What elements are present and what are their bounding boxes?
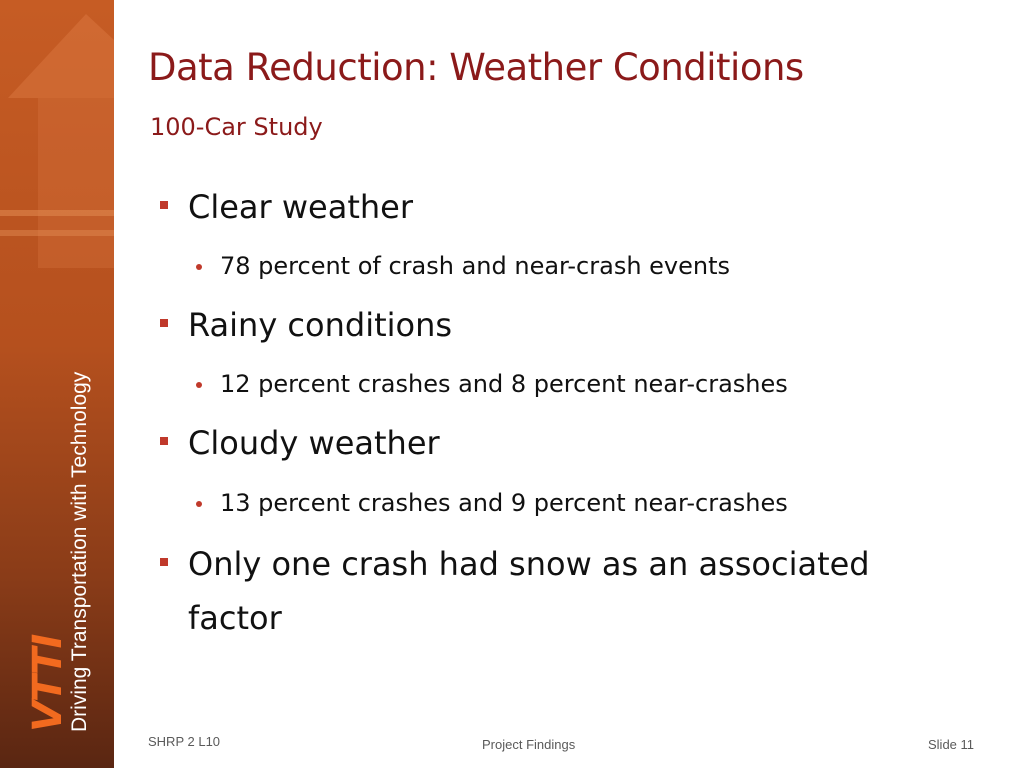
bullet-text: Clear weather — [188, 188, 413, 226]
sidebar — [0, 0, 114, 768]
square-bullet-icon — [160, 558, 168, 566]
bullet-text: Only one crash had snow as an associated factor — [188, 545, 870, 637]
sub-bullet-item — [196, 367, 788, 401]
sub-bullet-text: 12 percent crashes and 8 percent near-crashes — [220, 370, 788, 398]
bullet-text: Cloudy weather — [188, 424, 440, 462]
vtti-logo: VTTI — [25, 634, 71, 732]
slide-subtitle: 100-Car Study — [150, 113, 323, 141]
tagline: Driving Transportation with Technology — [68, 371, 91, 732]
square-bullet-icon — [160, 201, 168, 209]
footer-center: Project Findings — [482, 737, 576, 752]
footer-slide-number: Slide 11 — [928, 737, 975, 752]
bullet-item — [160, 180, 970, 234]
brand — [26, 292, 106, 732]
bullet-item — [160, 298, 970, 352]
sub-bullet-text: 13 percent crashes and 9 percent near-crashes — [220, 489, 788, 517]
round-bullet-icon — [196, 382, 202, 388]
bullet-text: Rainy conditions — [188, 306, 453, 344]
square-bullet-icon — [160, 319, 168, 327]
square-bullet-icon — [160, 437, 168, 445]
round-bullet-icon — [196, 501, 202, 507]
bullet-item — [160, 416, 970, 470]
slide-title: Data Reduction: Weather Conditions — [148, 46, 804, 89]
bullet-item — [160, 537, 970, 645]
sub-bullet-text: 78 percent of crash and near-crash events — [220, 252, 731, 280]
round-bullet-icon — [196, 264, 202, 270]
sub-bullet-item — [196, 486, 788, 520]
footer-left: SHRP 2 L10 — [148, 734, 221, 749]
sub-bullet-item — [196, 249, 730, 283]
